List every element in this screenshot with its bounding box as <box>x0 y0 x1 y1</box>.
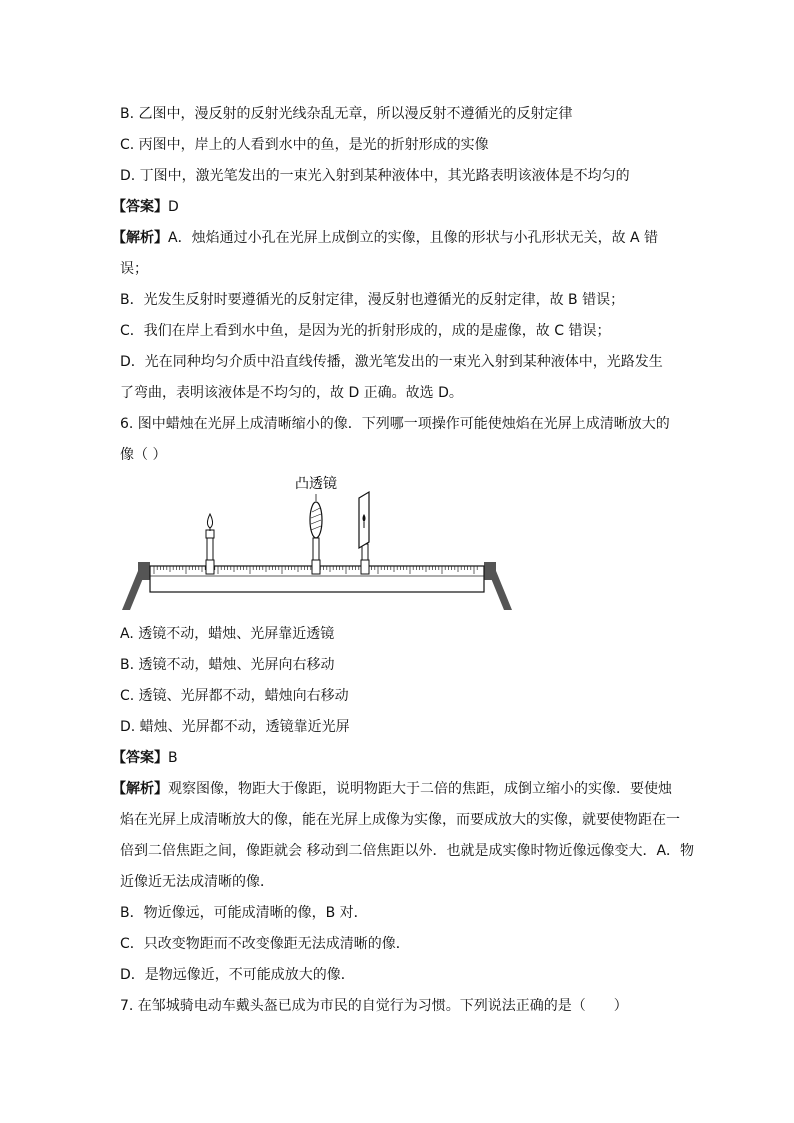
light-screen <box>359 492 369 574</box>
q5-analysis-line-5: D．光在同种均匀介质中沿直线传播，激光笔发出的一束光入射到某种液体中，光路发生 <box>120 354 663 370</box>
q6-analysis-line-7: D．是物远像近，不可能成放大的像． <box>120 967 355 983</box>
analysis-label: 【解析】 <box>112 781 168 797</box>
q5-analysis-line-2: 误； <box>120 261 148 277</box>
left-stand-post <box>138 562 150 580</box>
q5-option-c: C. 丙图中，岸上的人看到水中的鱼，是光的折射形成的实像 <box>120 137 489 153</box>
q5-analysis-line-6: 了弯曲，表明该液体是不均匀的，故 D 正确。故选 D。 <box>120 385 463 401</box>
candle <box>206 514 214 574</box>
optical-bench-figure <box>118 468 514 614</box>
q6-analysis-line-2: 焰在光屏上成清晰放大的像，能在光屏上成像为实像，而要成放大的实像，就要使物距在一 <box>120 812 680 828</box>
q6-analysis-line-3: 倍到二倍焦距之间，像距就会 移动到二倍焦距以外．也就是成实像时物近像远像变大．A．物 <box>120 843 695 859</box>
q5-analysis-line-4: C．我们在岸上看到水中鱼，是因为光的折射形成的，成的是虚像，故 C 错误； <box>120 323 611 339</box>
q5-analysis-line-3: B．光发生反射时要遵循光的反射定律，漫反射也遵循光的反射定律，故 B 错误； <box>120 292 625 308</box>
answer-value: B <box>168 750 178 766</box>
lens-label: 凸透镜 <box>295 476 337 492</box>
analysis-label: 【解析】 <box>112 230 168 246</box>
q5-option-d: D. 丁图中，激光笔发出的一束光入射到某种液体中，其光路表明该液体是不均匀的 <box>120 168 630 184</box>
q6-analysis-line-5: B．物近像远，可能成清晰的像，B 对． <box>120 905 368 921</box>
answer-value: D <box>168 199 179 215</box>
q5-answer <box>112 198 179 216</box>
q6-answer <box>112 749 178 767</box>
analysis-text: 观察图像，物距大于像距，说明物距大于二倍的焦距，成倒立缩小的实像．要使烛 <box>168 781 672 797</box>
q6-stem-line-1: 6. 图中蜡烛在光屏上成清晰缩小的像．下列哪一项操作可能使烛焰在光屏上成清晰放大的 <box>120 416 670 432</box>
q6-option-c: C. 透镜、光屏都不动，蜡烛向右移动 <box>120 688 349 704</box>
right-stand-post <box>484 562 496 580</box>
answer-label: 【答案】 <box>112 750 168 766</box>
q6-analysis-line-1 <box>112 780 672 798</box>
q6-analysis-line-4: 近像近无法成清晰的像． <box>120 874 274 890</box>
q6-option-a: A. 透镜不动，蜡烛、光屏靠近透镜 <box>120 626 335 642</box>
analysis-text: A．烛焰通过小孔在光屏上成倒立的实像，且像的形状与小孔形状无关，故 A 错 <box>168 230 659 246</box>
q6-option-b: B. 透镜不动，蜡烛、光屏向右移动 <box>120 657 335 673</box>
q5-analysis-line-1 <box>112 229 658 247</box>
convex-lens <box>310 494 322 574</box>
q7-stem-line-1: 7. 在邹城骑电动车戴头盔已成为市民的自觉行为习惯。下列说法正确的是（ ） <box>120 998 628 1014</box>
q6-analysis-line-6: C．只改变物距而不改变像距无法成清晰的像． <box>120 936 410 952</box>
q6-stem-line-2: 像（ ） <box>120 447 167 463</box>
q5-option-b: B. 乙图中，漫反射的反射光线杂乱无章，所以漫反射不遵循光的反射定律 <box>120 106 573 122</box>
q6-option-d: D. 蜡烛、光屏都不动，透镜靠近光屏 <box>120 719 350 735</box>
answer-label: 【答案】 <box>112 199 168 215</box>
